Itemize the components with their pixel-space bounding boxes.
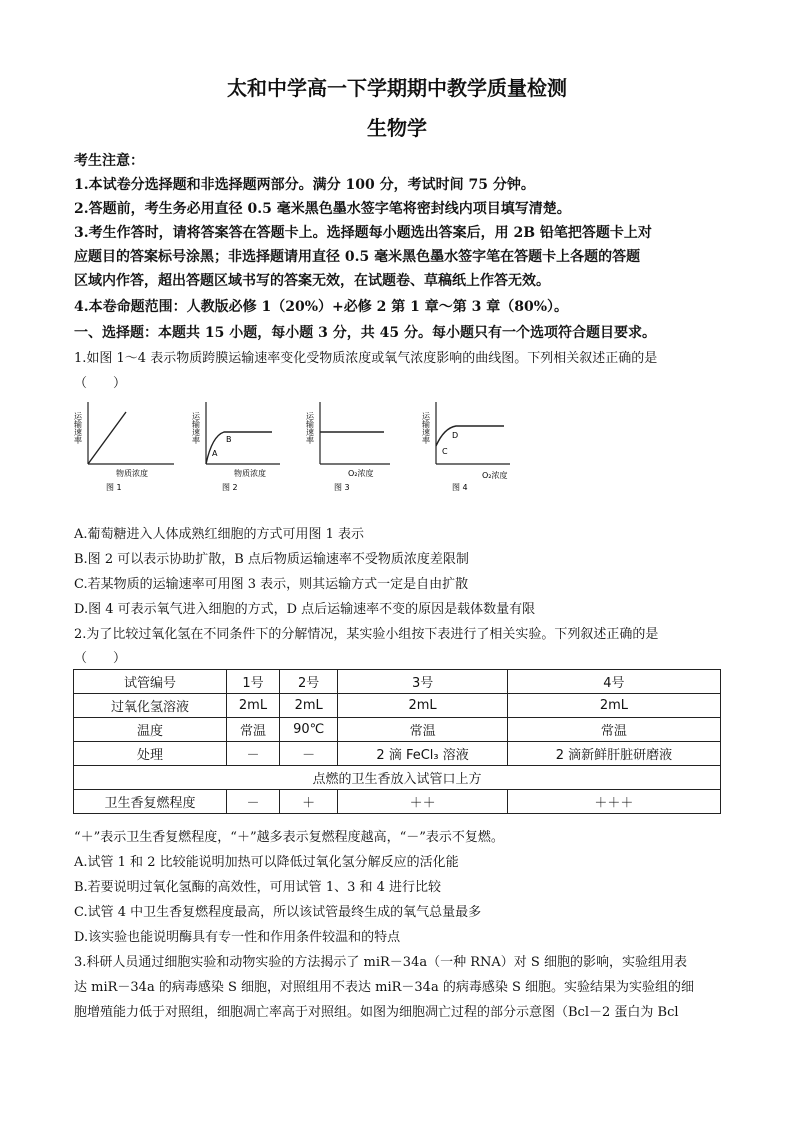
q2-stem: 2.为了比较过氧化氢在不同条件下的分解情况，某实验小组按下表进行了相关实验。下列叙述正确的是: [74, 627, 659, 642]
q2-note: “＋”表示卫生香复燃程度，“＋”越多表示复燃程度越高，“－”表示不复燃。: [74, 830, 504, 845]
table-cell: 2 滴新鲜肝脏研磨液: [507, 742, 720, 766]
table-header-row: [74, 670, 721, 694]
fig2-ylabel: 运输速率: [191, 412, 201, 444]
q1-option-d: D.图 4 可表示氧气进入细胞的方式，D 点后运输速率不变的原因是载体数量有限: [74, 602, 536, 617]
fig4-point-d: D: [452, 431, 459, 440]
q1-stem: 1.如图 1～4 表示物质跨膜运输速率变化受物质浓度或氧气浓度影响的曲线图。下列相关叙述正确的是: [74, 351, 658, 366]
notice-item-3-cont2: 区域内作答，超出答题区域书写的答案无效，在试题卷、草稿纸上作答无效。: [74, 273, 550, 289]
q1-paren: （ ）: [74, 376, 127, 391]
q2-option-d: D.该实验也能说明酶具有专一性和作用条件较温和的特点: [74, 930, 401, 945]
figure-4: [421, 398, 534, 494]
q2-option-a: A.试管 1 和 2 比较能说明加热可以降低过氧化氢分解反应的活化能: [74, 855, 459, 870]
q2-option-c: C.试管 4 中卫生香复燃程度最高，所以该试管最终生成的氧气总量最多: [74, 905, 482, 920]
table-cell: 2mL: [338, 694, 507, 718]
notice-item-4: 4.本卷命题范围：人教版必修 1（20%）+必修 2 第 1 章～第 3 章（80%）。: [74, 299, 568, 315]
table-cell: 4号: [507, 670, 720, 694]
table-cell: 2mL: [279, 694, 337, 718]
fig2-xlabel: 物质浓度: [234, 469, 266, 478]
fig3-caption: 图 3: [334, 483, 350, 492]
table-row: [74, 790, 721, 814]
q1-option-c: C.若某物质的运输速率可用图 3 表示，则其运输方式一定是自由扩散: [74, 577, 469, 592]
table-row: [74, 718, 721, 742]
table-cell: 温度: [74, 718, 227, 742]
fig2-caption: 图 2: [222, 483, 238, 492]
fig2-point-a: A: [212, 449, 218, 458]
table-cell: 90℃: [279, 718, 337, 742]
table-cell: 常温: [507, 718, 720, 742]
table-cell: 常温: [338, 718, 507, 742]
fig1-xlabel: 物质浓度: [116, 469, 148, 478]
table-cell: 1号: [227, 670, 280, 694]
exam-title: 太和中学高一下学期期中教学质量检测: [227, 76, 567, 100]
notice-heading: 考生注意：: [74, 153, 144, 169]
notice-item-3-cont: 应题目的答案标号涂黑；非选择题请用直径 0.5 毫米黑色墨水签字笔在答题卡上各题的答题: [74, 249, 641, 265]
figure-2: [191, 398, 304, 494]
table-cell: 常温: [227, 718, 280, 742]
table-cell: 卫生香复燃程度: [74, 790, 227, 814]
fig4-point-c: C: [442, 447, 448, 456]
table-cell: ＋＋＋: [507, 790, 720, 814]
table-row-merged: [74, 766, 721, 790]
table-cell: ＋: [279, 790, 337, 814]
table-cell: 2mL: [507, 694, 720, 718]
table-cell: －: [227, 742, 280, 766]
table-cell: 3号: [338, 670, 507, 694]
table-cell: ＋＋: [338, 790, 507, 814]
notice-item-1: 1.本试卷分选择题和非选择题两部分。满分 100 分，考试时间 75 分钟。: [74, 177, 535, 193]
table-cell: 2 滴 FeCl₃ 溶液: [338, 742, 507, 766]
fig1-ylabel: 运输速率: [73, 412, 83, 444]
q2-option-b: B.若要说明过氧化氢酶的高效性，可用试管 1、3 和 4 进行比较: [74, 880, 442, 895]
table-row: [74, 742, 721, 766]
fig2-point-b: B: [226, 435, 232, 444]
q2-paren: （ ）: [74, 651, 127, 666]
fig3-ylabel: 运输速率: [305, 412, 315, 444]
table-cell: －: [227, 790, 280, 814]
q1-option-b: B.图 2 可以表示协助扩散，B 点后物质运输速率不受物质浓度差限制: [74, 552, 469, 567]
q1-option-a: A.葡萄糖进入人体成熟红细胞的方式可用图 1 表示: [74, 527, 365, 542]
q3-line-2: 达 miR－34a 的病毒感染 S 细胞，对照组用不表达 miR－34a 的病毒感染 S 细胞。实验结果为实验组的细: [74, 980, 695, 995]
table-cell: 处理: [74, 742, 227, 766]
subject-title: 生物学: [367, 116, 427, 140]
notice-item-3: 3.考生作答时，请将答案答在答题卡上。选择题每小题选出答案后，用 2B 铅笔把答题卡上对: [74, 225, 652, 241]
q3-line-3: 胞增殖能力低于对照组，细胞凋亡率高于对照组。如图为细胞凋亡过程的部分示意图（Bcl－2 蛋白为 Bcl: [74, 1005, 679, 1020]
section-heading: 一、选择题：本题共 15 小题，每小题 3 分，共 45 分。每小题只有一个选项符合题目要求。: [74, 325, 656, 341]
fig4-xlabel: O₂浓度: [482, 471, 508, 480]
table-cell: 2号: [279, 670, 337, 694]
q3-line-1: 3.科研人员通过细胞实验和动物实验的方法揭示了 miR－34a（一种 RNA）对 S 细胞的影响，实验组用表: [74, 955, 687, 970]
fig4-ylabel: 运输速率: [421, 412, 431, 444]
table-cell: 过氧化氢溶液: [74, 694, 227, 718]
experiment-table: [73, 669, 721, 814]
figure-3: [305, 398, 418, 494]
notice-item-2: 2.答题前，考生务必用直径 0.5 毫米黑色墨水签字笔将密封线内项目填写清楚。: [74, 201, 571, 217]
fig3-xlabel: O₂浓度: [348, 469, 374, 478]
table-cell: 试管编号: [74, 670, 227, 694]
figure-1: [74, 398, 184, 494]
fig4-caption: 图 4: [452, 483, 468, 492]
table-cell: 2mL: [227, 694, 280, 718]
table-cell: －: [279, 742, 337, 766]
table-row: [74, 694, 721, 718]
fig1-caption: 图 1: [106, 483, 122, 492]
table-cell-merged: 点燃的卫生香放入试管口上方: [74, 766, 721, 790]
